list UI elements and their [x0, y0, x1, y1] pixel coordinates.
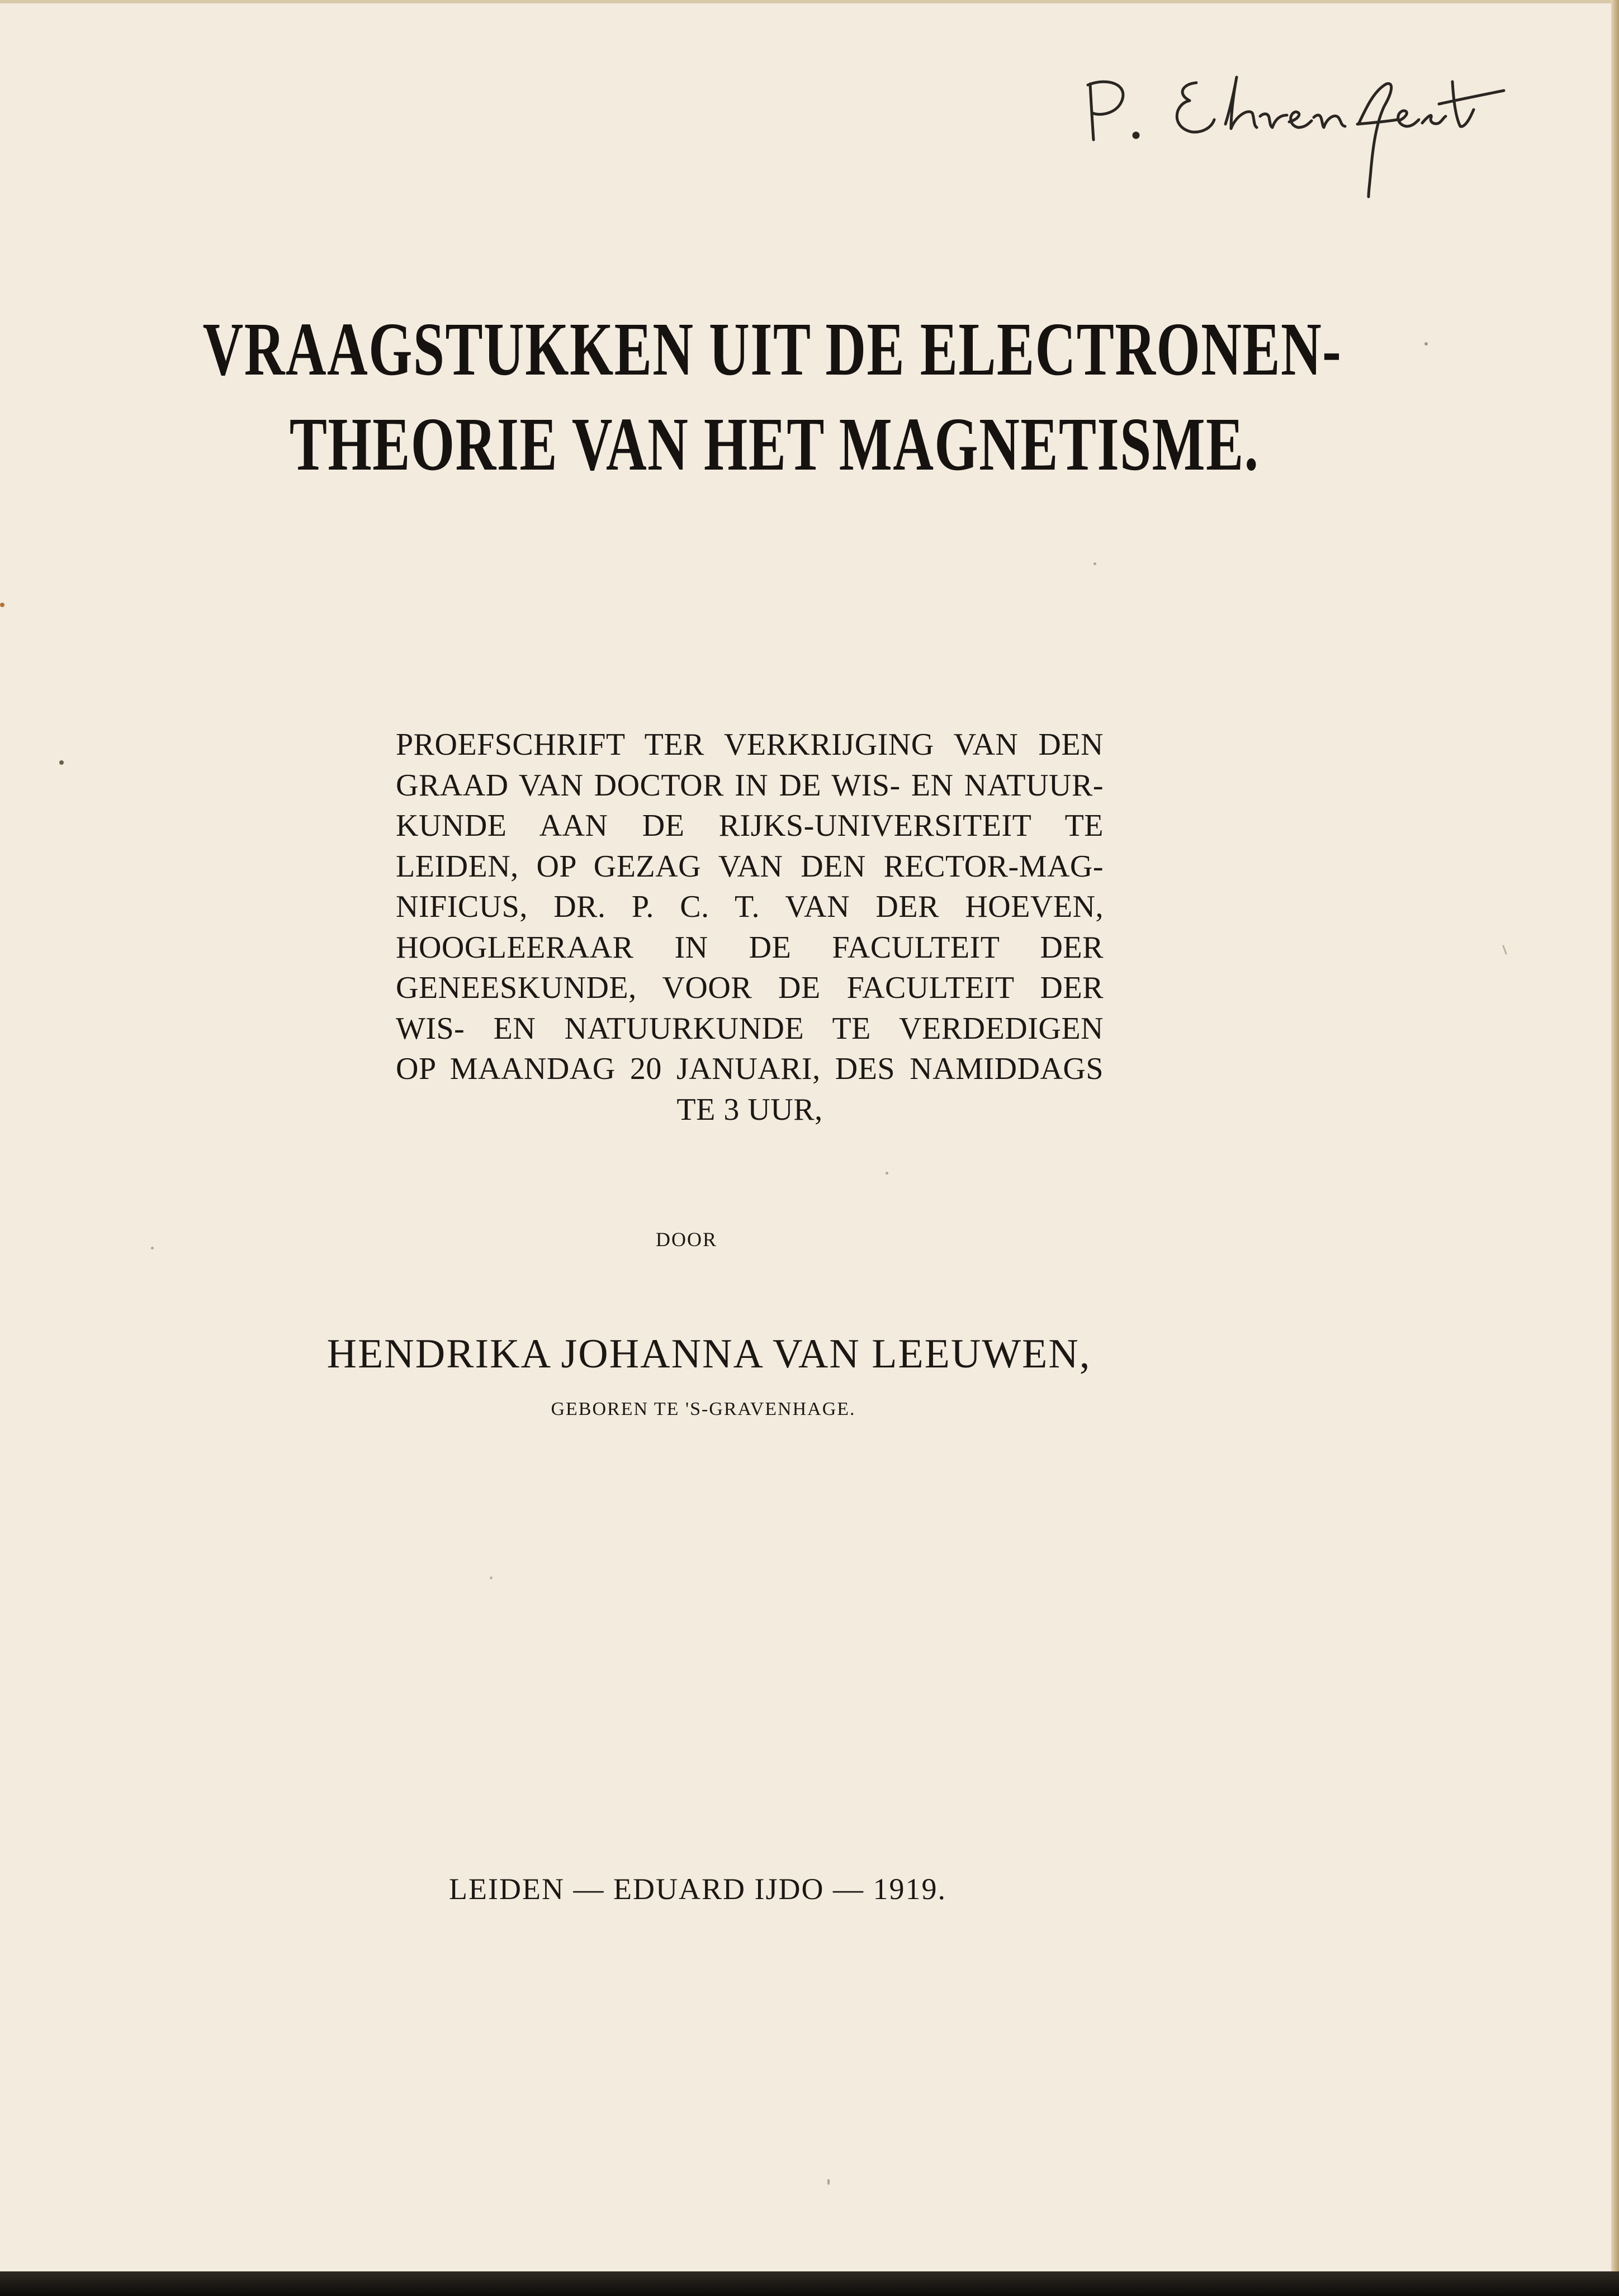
statement-line: GRAAD VAN DOCTOR IN DE WIS- EN NATUUR-	[396, 768, 1104, 803]
by-label: DOOR	[655, 1228, 717, 1251]
paper-speck	[827, 2179, 830, 2185]
statement-line: GENEESKUNDE, VOOR DE FACULTEIT DER	[396, 971, 1104, 1005]
statement-line: WIS- EN NATUURKUNDE TE VERDEDIGEN	[396, 1011, 1104, 1046]
book-title	[202, 302, 1408, 492]
statement-line: HOOGLEERAAR IN DE FACULTEIT DER	[396, 930, 1104, 965]
paper-speck	[1502, 945, 1507, 955]
paper-speck	[1424, 342, 1428, 345]
handwritten-signature	[1068, 61, 1515, 201]
paper-speck	[886, 1172, 888, 1175]
author-birthplace: GEBOREN TE 'S-GRAVENHAGE.	[551, 1399, 856, 1419]
statement-line: TE 3 UUR,	[676, 1092, 823, 1127]
paper-speck	[0, 603, 4, 607]
author-name: HENDRIKA JOHANNA VAN LEEUWEN,	[326, 1331, 1091, 1377]
paper-speck	[1093, 562, 1096, 565]
page-top-edge	[0, 0, 1619, 3]
statement-line: PROEFSCHRIFT TER VERKRIJGING VAN DEN	[396, 727, 1104, 762]
paper-speck	[490, 1577, 493, 1579]
statement-line: KUNDE AAN DE RIJKS-UNIVERSITEIT TE	[396, 808, 1104, 843]
title-line-2: THEORIE VAN HET MAGNETISME.	[289, 403, 1260, 486]
dissertation-statement	[396, 725, 1104, 1130]
statement-line: NIFICUS, DR. P. C. T. VAN DER HOEVEN,	[396, 889, 1104, 924]
page-right-edge	[1611, 0, 1619, 2296]
statement-line: OP MAANDAG 20 JANUARI, DES NAMIDDAGS	[396, 1052, 1104, 1086]
paper-speck	[151, 1247, 154, 1249]
publisher-imprint: LEIDEN — EDUARD IJDO — 1919.	[449, 1872, 946, 1906]
page-bottom-edge	[0, 2271, 1619, 2296]
paper-speck	[59, 760, 64, 765]
title-line-1: VRAAGSTUKKEN UIT DE ELECTRONEN-	[202, 307, 1342, 391]
statement-line: LEIDEN, OP GEZAG VAN DEN RECTOR-MAG-	[396, 849, 1104, 884]
